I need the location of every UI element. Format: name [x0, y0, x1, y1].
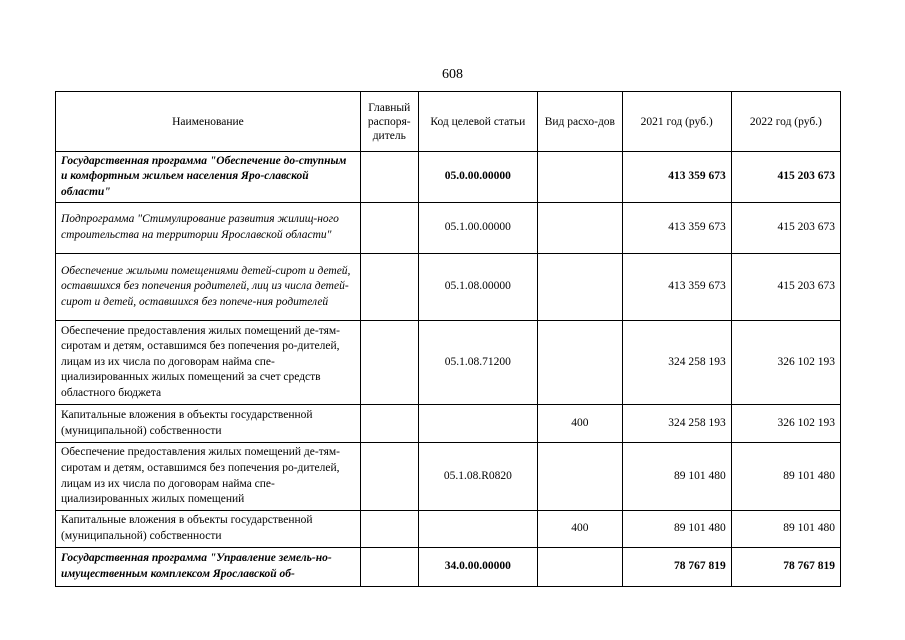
row-type: 400 — [538, 405, 622, 443]
row-name: Подпрограмма "Стимулирование развития жилищ-ного строительства на территории Ярославской области" — [56, 203, 361, 254]
table-header-row — [56, 92, 841, 152]
header-code: Код целевой статьи — [418, 92, 538, 152]
header-2021: 2021 год (руб.) — [622, 92, 731, 152]
row-code: 05.0.00.00000 — [418, 152, 538, 203]
row-admin — [360, 443, 418, 511]
row-2022: 326 102 193 — [731, 405, 840, 443]
header-name: Наименование — [56, 92, 361, 152]
table-row — [56, 152, 841, 203]
page-number: 608 — [442, 67, 463, 82]
header-2022: 2022 год (руб.) — [731, 92, 840, 152]
row-name: Обеспечение предоставления жилых помещений де-тям-сиротам и детям, оставшимся без попечения ро-дителей, лицам из их числа по договорам найма спе-циализированных жилых помещений — [56, 443, 361, 511]
row-admin — [360, 511, 418, 548]
row-admin — [360, 321, 418, 405]
row-admin — [360, 152, 418, 203]
row-admin — [360, 548, 418, 587]
table-row — [56, 405, 841, 443]
row-admin — [360, 405, 418, 443]
row-name: Обеспечение предоставления жилых помещений де-тям-сиротам и детям, оставшимся без попечения ро-дителей, лицам из их числа по договорам найма спе-циализированных жилых помещений за счет средств областного бюджета — [56, 321, 361, 405]
table-row — [56, 203, 841, 254]
row-type — [538, 203, 622, 254]
row-name: Капитальные вложения в объекты государственной (муниципальной) собственности — [56, 405, 361, 443]
row-code: 05.1.08.00000 — [418, 254, 538, 321]
row-2021: 324 258 193 — [622, 321, 731, 405]
row-name: Государственная программа "Управление земель-но-имущественным комплексом Ярославской об- — [56, 548, 361, 587]
row-code: 05.1.00.00000 — [418, 203, 538, 254]
row-name: Обеспечение жилыми помещениями детей-сирот и детей, оставшихся без попечения родителей, лиц из числа детей-сирот и детей, оставшихся без попече-ния родителей — [56, 254, 361, 321]
row-type — [538, 548, 622, 587]
table-row — [56, 321, 841, 405]
row-admin — [360, 203, 418, 254]
row-name: Государственная программа "Обеспечение до-ступным и комфортным жильем населения Яро-славской области" — [56, 152, 361, 203]
header-type: Вид расхо-дов — [538, 92, 622, 152]
row-2022: 89 101 480 — [731, 443, 840, 511]
table-row — [56, 548, 841, 587]
table-row — [56, 254, 841, 321]
row-admin — [360, 254, 418, 321]
row-2021: 413 359 673 — [622, 152, 731, 203]
row-2022: 415 203 673 — [731, 152, 840, 203]
row-code — [418, 405, 538, 443]
row-code — [418, 511, 538, 548]
row-type: 400 — [538, 511, 622, 548]
header-admin: Главный распоря-дитель — [360, 92, 418, 152]
row-2021: 413 359 673 — [622, 254, 731, 321]
table-row — [56, 443, 841, 511]
row-code: 05.1.08.R0820 — [418, 443, 538, 511]
row-2021: 78 767 819 — [622, 548, 731, 587]
row-2021: 89 101 480 — [622, 443, 731, 511]
row-2022: 415 203 673 — [731, 254, 840, 321]
row-type — [538, 443, 622, 511]
row-2021: 324 258 193 — [622, 405, 731, 443]
row-type — [538, 321, 622, 405]
budget-table — [55, 91, 841, 587]
row-code: 34.0.00.00000 — [418, 548, 538, 587]
row-2022: 326 102 193 — [731, 321, 840, 405]
row-type — [538, 152, 622, 203]
row-2022: 78 767 819 — [731, 548, 840, 587]
row-2021: 413 359 673 — [622, 203, 731, 254]
row-name: Капитальные вложения в объекты государственной (муниципальной) собственности — [56, 511, 361, 548]
row-type — [538, 254, 622, 321]
row-2021: 89 101 480 — [622, 511, 731, 548]
table-row — [56, 511, 841, 548]
row-2022: 415 203 673 — [731, 203, 840, 254]
row-2022: 89 101 480 — [731, 511, 840, 548]
row-code: 05.1.08.71200 — [418, 321, 538, 405]
